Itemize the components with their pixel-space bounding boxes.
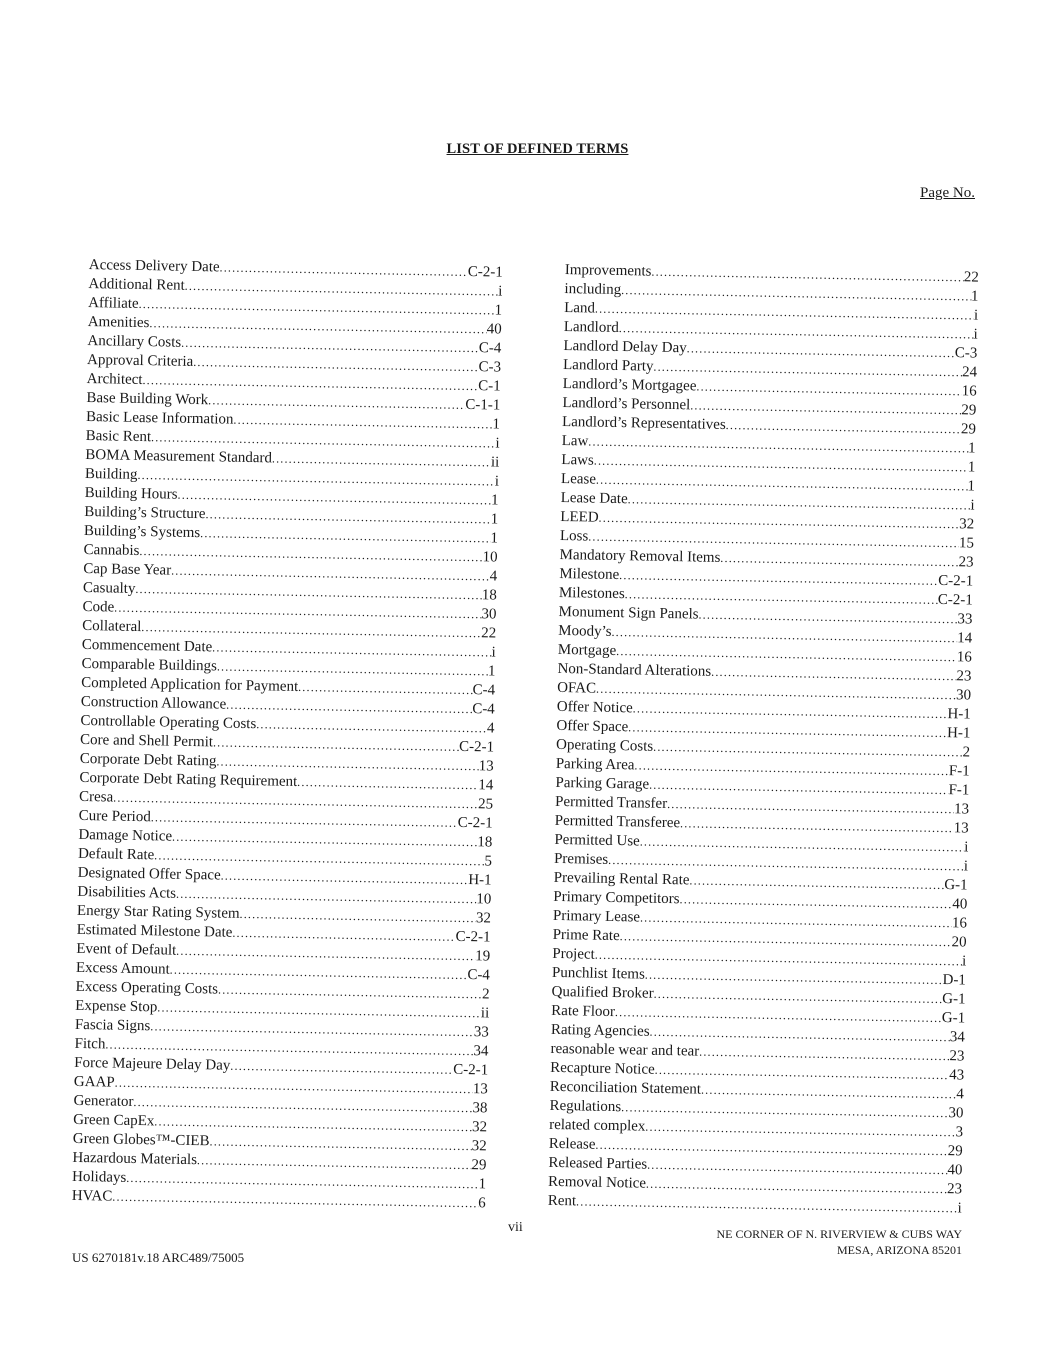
page-reference: 10 bbox=[482, 549, 498, 566]
term-label: Land bbox=[563, 299, 596, 317]
page-reference: 3 bbox=[955, 1124, 964, 1141]
page-reference: 18 bbox=[481, 587, 497, 604]
page-reference: 13 bbox=[472, 1081, 488, 1098]
page-reference: 2 bbox=[481, 986, 490, 1003]
term-label: Qualified Broker bbox=[551, 983, 654, 1002]
term-label: Milestones bbox=[558, 584, 625, 603]
term-label: Building bbox=[84, 465, 138, 483]
page-reference: 4 bbox=[956, 1086, 964, 1103]
page-reference: 43 bbox=[948, 1067, 965, 1084]
term-label: Fascia Signs bbox=[74, 1016, 151, 1035]
defined-terms-left-column bbox=[72, 256, 503, 1213]
term-label: Punchlist Items bbox=[551, 964, 646, 983]
page-reference: 30 bbox=[948, 1105, 964, 1122]
term-label: related complex bbox=[549, 1116, 646, 1135]
page-reference: C-2-1 bbox=[457, 814, 493, 832]
term-label: Commencement Date bbox=[81, 636, 213, 656]
footer-document-id: US 6270181v.18 ARC489/75005 bbox=[72, 1250, 245, 1265]
page-reference: 4 bbox=[489, 568, 498, 585]
term-label: Permitted Transferee bbox=[554, 812, 681, 832]
term-label: Generator bbox=[73, 1092, 134, 1110]
page-reference: 34 bbox=[473, 1043, 489, 1060]
page-reference: 22 bbox=[963, 269, 979, 286]
term-label: Premises bbox=[553, 850, 609, 868]
term-label: Landlord’s Representatives bbox=[561, 413, 726, 433]
term-label: Building’s Systems bbox=[83, 522, 201, 542]
term-label: Amenities bbox=[87, 313, 150, 332]
page-reference: i bbox=[961, 953, 967, 970]
term-label: Offer Notice bbox=[556, 698, 633, 717]
term-label: Prime Rate bbox=[552, 926, 620, 945]
term-label: LEED bbox=[560, 508, 599, 526]
page-reference: 29 bbox=[961, 402, 977, 419]
page-reference: 32 bbox=[471, 1119, 488, 1136]
page-reference: 33 bbox=[473, 1024, 489, 1041]
footer-address-line2: MESA, ARIZONA 85201 bbox=[836, 1243, 962, 1257]
page-reference: 1 bbox=[492, 416, 501, 433]
page-reference: C-4 bbox=[478, 340, 502, 357]
page-reference: i bbox=[495, 435, 500, 452]
page-reference: C-2-1 bbox=[938, 572, 974, 590]
page-reference: i bbox=[973, 326, 978, 343]
page-reference: 32 bbox=[959, 516, 975, 533]
page-reference: 13 bbox=[953, 820, 969, 837]
page-reference: 14 bbox=[957, 630, 973, 647]
term-label: Green CapEx bbox=[73, 1111, 155, 1130]
term-label: HVAC bbox=[71, 1187, 113, 1205]
page-reference: 30 bbox=[955, 687, 972, 704]
term-label: Collateral bbox=[82, 617, 142, 636]
page-reference: 1 bbox=[490, 530, 499, 547]
term-label: Removal Notice bbox=[547, 1173, 647, 1192]
term-label: Corporate Debt Rating bbox=[79, 750, 217, 770]
page-reference: C-2-1 bbox=[453, 1061, 489, 1079]
page-reference: 40 bbox=[952, 896, 968, 913]
page-reference: i bbox=[963, 858, 969, 875]
page-reference: 1 bbox=[967, 459, 976, 476]
term-label: BOMA Measurement Standard bbox=[85, 446, 273, 467]
page-reference: 22 bbox=[481, 625, 497, 642]
page-reference: 16 bbox=[956, 649, 972, 666]
page-reference: G-1 bbox=[944, 877, 968, 894]
term-label: Permitted Transfer bbox=[554, 793, 668, 812]
page-reference: 23 bbox=[958, 554, 974, 571]
term-label: Ancillary Costs bbox=[87, 332, 182, 351]
term-label: GAAP bbox=[73, 1073, 115, 1091]
term-label: Improvements bbox=[564, 261, 652, 280]
term-label: Fitch bbox=[74, 1035, 106, 1053]
term-label: Force Majeure Delay Day bbox=[74, 1054, 231, 1074]
page-reference: 19 bbox=[475, 948, 491, 965]
page-reference: 1 bbox=[490, 492, 499, 509]
term-label: Casualty bbox=[82, 579, 136, 597]
term-label: Cresa bbox=[78, 788, 114, 806]
term-label: Release bbox=[548, 1135, 596, 1153]
page-reference: 2 bbox=[962, 744, 971, 761]
page-reference: i bbox=[970, 497, 975, 514]
page-reference: i bbox=[973, 307, 979, 324]
page-reference: 1 bbox=[970, 288, 979, 305]
term-label: OFAC bbox=[557, 679, 597, 697]
page-reference: C-4 bbox=[472, 701, 495, 718]
term-label: Released Parties bbox=[548, 1154, 648, 1173]
page-reference: 13 bbox=[953, 801, 970, 818]
term-label: Controllable Operating Costs bbox=[80, 712, 257, 733]
term-label: Construction Allowance bbox=[80, 693, 227, 713]
page-reference: 16 bbox=[951, 915, 968, 932]
term-label: Access Delivery Date bbox=[88, 256, 220, 276]
page-reference: C-2-1 bbox=[455, 928, 491, 946]
term-label: Architect bbox=[86, 370, 143, 389]
page-reference: 1 bbox=[487, 663, 496, 680]
term-label: Loss bbox=[559, 527, 589, 545]
term-label: Event of Default bbox=[76, 940, 177, 959]
page-reference: 29 bbox=[947, 1143, 963, 1160]
term-label: Basic Rent bbox=[85, 427, 152, 446]
page-reference: 40 bbox=[486, 321, 502, 338]
page-reference: F-1 bbox=[948, 782, 970, 799]
page-reference: 14 bbox=[478, 777, 494, 794]
term-label: Rating Agencies bbox=[550, 1021, 650, 1040]
term-label: Excess Operating Costs bbox=[75, 978, 219, 998]
term-label: Reconciliation Statement bbox=[549, 1078, 702, 1098]
term-label: Lease bbox=[560, 470, 597, 488]
term-label: Parking Area bbox=[555, 755, 635, 774]
term-label: Designated Offer Space bbox=[77, 864, 221, 884]
term-label: Primary Lease bbox=[552, 907, 641, 926]
term-label: Building Hours bbox=[84, 484, 178, 503]
page-reference: 25 bbox=[477, 796, 494, 813]
footer-address-line1: NE CORNER OF N. RIVERVIEW & CUBS WAY bbox=[716, 1227, 962, 1241]
page-reference: 4 bbox=[486, 720, 495, 737]
term-label: Code bbox=[82, 598, 115, 616]
footer-page-number: vii bbox=[508, 1220, 523, 1235]
term-label: Building’s Structure bbox=[84, 503, 206, 523]
term-label: Regulations bbox=[549, 1097, 622, 1116]
page-reference: G-1 bbox=[942, 991, 966, 1008]
page-reference: 1 bbox=[490, 511, 499, 528]
term-label: Core and Shell Permit bbox=[79, 731, 214, 751]
page-reference: ii bbox=[490, 454, 500, 471]
page-reference: 34 bbox=[949, 1029, 965, 1046]
page-reference: 15 bbox=[958, 535, 975, 552]
term-label: Permitted Use bbox=[554, 831, 640, 850]
page-reference: C-4 bbox=[472, 682, 496, 699]
term-label: Additional Rent bbox=[88, 275, 185, 294]
page-reference: 20 bbox=[951, 934, 967, 951]
page-reference: ii bbox=[480, 1005, 490, 1022]
page-reference: C-2-1 bbox=[467, 263, 503, 281]
page-reference: G-1 bbox=[941, 1010, 966, 1027]
term-label: Hazardous Materials bbox=[72, 1149, 198, 1169]
term-label: Landlord’s Personnel bbox=[562, 394, 691, 414]
page-reference: i bbox=[491, 644, 496, 661]
page-reference: 40 bbox=[947, 1162, 963, 1179]
term-label: Cap Base Year bbox=[83, 560, 172, 579]
term-label: Disabilities Acts bbox=[77, 883, 177, 902]
page-reference: 29 bbox=[960, 421, 977, 438]
page-reference: D-1 bbox=[942, 972, 967, 989]
term-label: Laws bbox=[561, 451, 594, 469]
term-label: Landlord bbox=[563, 318, 619, 336]
page-reference: C-2-1 bbox=[937, 591, 973, 609]
term-label: Default Rate bbox=[77, 845, 155, 864]
page-reference: 32 bbox=[471, 1138, 487, 1155]
term-label: Base Building Work bbox=[86, 389, 209, 409]
term-label: Green Globes™-CIEB bbox=[72, 1130, 210, 1150]
footer-address bbox=[640, 1226, 962, 1258]
page-reference: 5 bbox=[484, 853, 493, 870]
page-reference: 24 bbox=[961, 364, 978, 381]
term-label: Approval Criteria bbox=[86, 351, 194, 370]
page-reference: 23 bbox=[946, 1181, 963, 1198]
page-reference: 18 bbox=[477, 834, 493, 851]
term-label: Lease Date bbox=[560, 489, 628, 508]
page-reference: C-4 bbox=[467, 967, 491, 984]
term-label: Project bbox=[552, 945, 595, 963]
page-reference: 13 bbox=[478, 758, 494, 775]
term-label: Comparable Buildings bbox=[81, 655, 218, 675]
term-label: Milestone bbox=[559, 565, 620, 584]
page-reference: C-1 bbox=[478, 378, 501, 395]
term-label: Excess Amount bbox=[75, 959, 170, 978]
page-reference: 1 bbox=[967, 478, 976, 495]
term-label: Operating Costs bbox=[555, 736, 654, 755]
term-label: reasonable wear and tear bbox=[550, 1040, 700, 1060]
page-reference: 23 bbox=[949, 1048, 965, 1065]
page-reference: 33 bbox=[957, 611, 973, 628]
term-label: Non-Standard Alterations bbox=[557, 660, 712, 680]
page-reference: 29 bbox=[471, 1157, 487, 1174]
page-reference: i bbox=[957, 1200, 962, 1217]
term-label: Landlord’s Mortgagee bbox=[562, 375, 697, 395]
page-reference: 1 bbox=[494, 302, 503, 319]
term-label: Recapture Notice bbox=[550, 1059, 655, 1078]
term-label: Cure Period bbox=[78, 807, 151, 826]
term-label: including bbox=[564, 280, 622, 299]
term-label: Basic Lease Information bbox=[85, 408, 234, 428]
term-label: Energy Star Rating System bbox=[76, 902, 240, 922]
page-reference: H-1 bbox=[468, 872, 492, 889]
term-label: Offer Space bbox=[556, 717, 629, 736]
page-reference: H-1 bbox=[946, 725, 971, 742]
page-reference: 32 bbox=[475, 910, 492, 927]
page-reference: 30 bbox=[481, 606, 497, 623]
term-label: Landlord Delay Day bbox=[563, 337, 687, 357]
term-label: Prevailing Rental Rate bbox=[553, 869, 690, 889]
page-reference: C-3 bbox=[478, 359, 502, 376]
page-reference: 1 bbox=[967, 440, 976, 457]
page-reference: 38 bbox=[472, 1100, 488, 1117]
page-reference: C-2-1 bbox=[458, 738, 495, 756]
term-label: Landlord Party bbox=[562, 356, 654, 375]
page-reference: 6 bbox=[478, 1195, 486, 1212]
page-reference: 1 bbox=[478, 1176, 487, 1193]
page-reference: C-1-1 bbox=[465, 396, 501, 414]
term-label: Moody’s bbox=[558, 622, 612, 640]
term-label: Monument Sign Panels bbox=[558, 603, 699, 623]
term-label: Cannabis bbox=[83, 541, 140, 559]
page-reference: F-1 bbox=[948, 763, 970, 780]
term-label: Parking Garage bbox=[555, 774, 650, 793]
page-reference: i bbox=[494, 473, 500, 490]
page-reference: i bbox=[498, 283, 503, 300]
term-label: Mandatory Removal Items bbox=[559, 546, 721, 566]
term-label: Holidays bbox=[71, 1168, 127, 1186]
term-label: Corporate Debt Rating Requirement bbox=[79, 769, 298, 790]
page-reference: 23 bbox=[956, 668, 972, 685]
page-reference: 16 bbox=[961, 383, 977, 400]
term-label: Damage Notice bbox=[78, 826, 173, 845]
page-reference: H-1 bbox=[947, 706, 971, 723]
term-label: Law bbox=[561, 432, 589, 450]
page-reference: 10 bbox=[476, 891, 492, 908]
term-label: Estimated Milestone Date bbox=[76, 921, 233, 941]
page-reference: C-3 bbox=[954, 345, 978, 362]
term-label: Completed Application for Payment bbox=[81, 674, 299, 695]
term-label: Mortgage bbox=[557, 641, 617, 660]
term-label: Primary Competitors bbox=[553, 888, 680, 908]
term-label: Expense Stop bbox=[75, 997, 158, 1016]
term-label: Rent bbox=[547, 1192, 577, 1210]
page-no-header: Page No. bbox=[920, 185, 975, 201]
defined-terms-right-column bbox=[548, 261, 979, 1218]
page-title: LIST OF DEFINED TERMS bbox=[446, 141, 629, 157]
page-reference: i bbox=[964, 839, 969, 856]
term-label: Affiliate bbox=[87, 294, 139, 312]
term-label: Rate Floor bbox=[551, 1002, 616, 1021]
